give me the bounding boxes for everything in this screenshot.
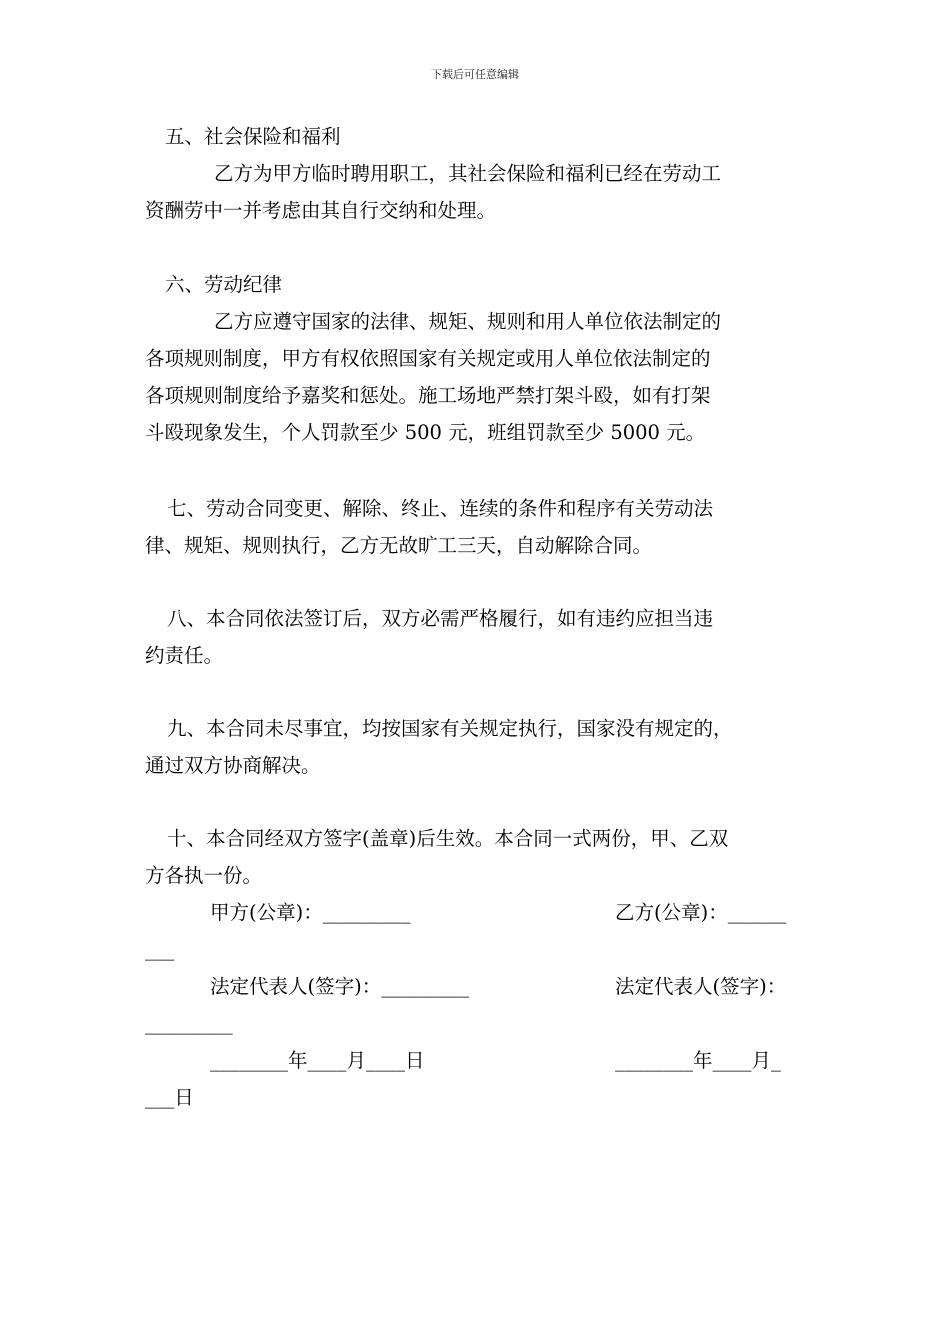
section-8-line-1: 八、本合同依法签订后，双方必需严格履行，如有违约应担当违 bbox=[167, 607, 714, 630]
date-b: ________年____月_ bbox=[615, 1049, 781, 1072]
party-a-seal: 甲方(公章)：_________ bbox=[210, 901, 411, 924]
party-b-seal: 乙方(公章)：______ bbox=[615, 901, 787, 924]
section-7-line-1: 七、劳动合同变更、解除、终止、连续的条件和程序有关劳动法 bbox=[167, 497, 714, 520]
party-b-seal-wrap: ___ bbox=[145, 938, 175, 961]
section-7-line-2: 律、规矩、规则执行，乙方无故旷工三天，自动解除合同。 bbox=[145, 534, 653, 557]
section-5-line-2: 资酬劳中一并考虑由其自行交纳和处理。 bbox=[145, 199, 497, 222]
section-9-line-2: 通过双方协商解决。 bbox=[145, 754, 321, 777]
section-6-title: 六、劳动纪律 bbox=[165, 273, 283, 296]
date-b-wrap: ___日 bbox=[145, 1086, 194, 1109]
section-5-title: 五、社会保险和福利 bbox=[165, 125, 341, 148]
section-5-line-1: 乙方为甲方临时聘用职工，其社会保险和福利已经在劳动工 bbox=[214, 162, 722, 185]
legal-rep-b-wrap: _________ bbox=[145, 1012, 233, 1035]
section-9-line-1: 九、本合同未尽事宜，均按国家有关规定执行，国家没有规定的， bbox=[167, 717, 733, 740]
section-6-line-4: 斗殴现象发生，个人罚款至少 500 元，班组罚款至少 5000 元。 bbox=[145, 421, 706, 444]
section-6-line-2: 各项规则制度，甲方有权依照国家有关规定或用人单位依法制定的 bbox=[145, 347, 711, 370]
page-header-note: 下载后可任意编辑 bbox=[431, 68, 519, 81]
legal-rep-b: 法定代表人(签字)： bbox=[615, 975, 787, 998]
section-6-line-3: 各项规则制度给予嘉奖和惩处。施工场地严禁打架斗殴，如有打架 bbox=[145, 384, 711, 407]
section-10-line-2: 方各执一份。 bbox=[145, 864, 263, 887]
section-8-line-2: 约责任。 bbox=[145, 644, 224, 667]
date-a: ________年____月____日 bbox=[210, 1049, 425, 1072]
section-6-line-1: 乙方应遵守国家的法律、规矩、规则和用人单位依法制定的 bbox=[214, 310, 722, 333]
section-10-line-1: 十、本合同经双方签字(盖章)后生效。本合同一式两份，甲、乙双 bbox=[167, 827, 729, 850]
legal-rep-a: 法定代表人(签字)：_________ bbox=[210, 975, 469, 998]
